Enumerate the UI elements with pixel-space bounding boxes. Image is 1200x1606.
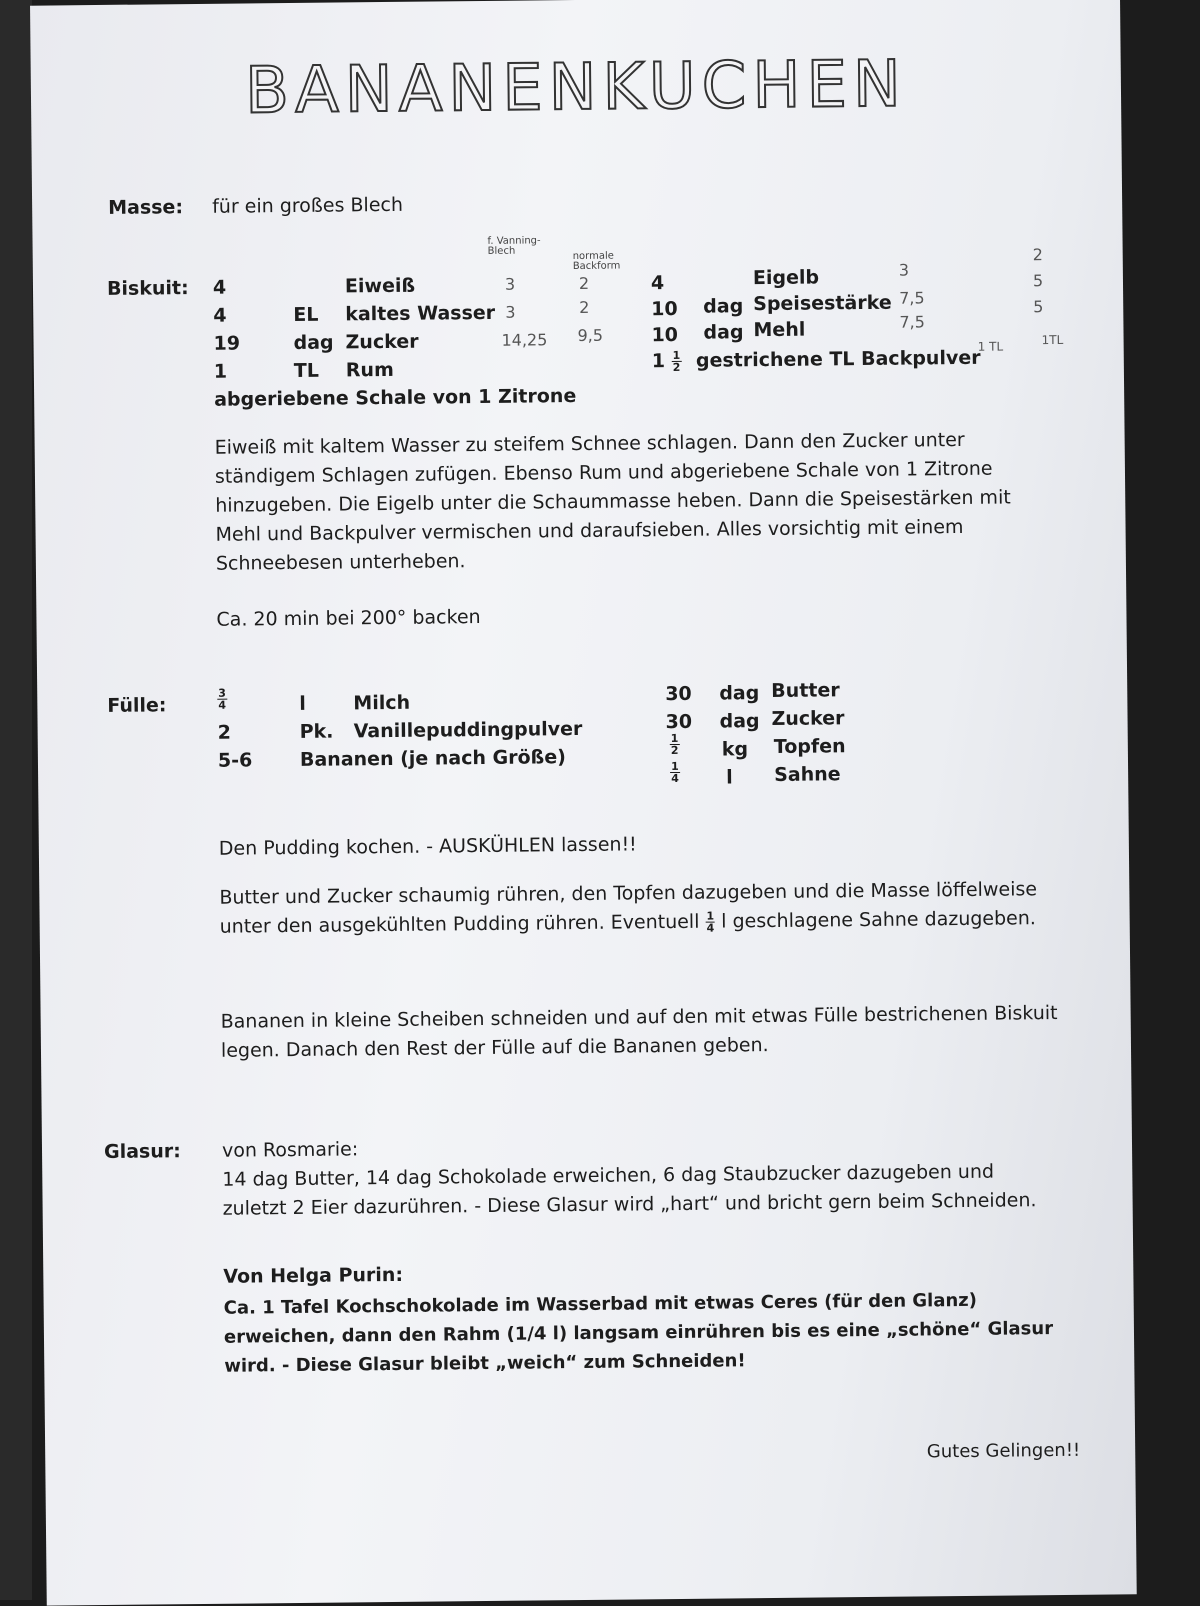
- hand-col2-header: [573, 252, 621, 272]
- biskuit-unit: TL: [293, 359, 320, 382]
- hand-value: 7,5: [899, 312, 925, 332]
- glasur-label: Glasur:: [103, 1140, 181, 1163]
- fuelle-unit: Pk.: [299, 720, 334, 743]
- fuelle-fraction: $\frac{1}{4}$: [670, 759, 679, 786]
- fuelle-fraction: $\frac{3}{4}$: [218, 686, 227, 712]
- fuelle-step-2: [219, 875, 1060, 942]
- biskuit-unit: dag: [293, 331, 334, 354]
- biskuit-item: Eiweiß: [344, 274, 416, 298]
- page-title: BANANENKUCHEN: [244, 47, 908, 129]
- biskuit-right-item: Eigelb: [752, 266, 820, 290]
- hand-col1-header-line2: Blech: [487, 245, 516, 257]
- fuelle-step-3: Bananen in kleine Scheiben schneiden und auf den mit etwas Fülle bestrichenen Biskuit legen. Danach den Rest der Fülle auf die Bananen geben.: [220, 1002, 1058, 1062]
- fuelle-right-qty: 30: [665, 710, 693, 734]
- backpulver-item: gestrichene TL Backpulver: [695, 346, 981, 372]
- biskuit-item: kaltes Wasser: [345, 301, 496, 326]
- biskuit-qty: 4: [213, 304, 227, 327]
- hand-col1-header: [487, 236, 540, 257]
- glasur-rosmarie-heading: von Rosmarie:: [221, 1138, 359, 1162]
- hand-col1-header-line1: f. Vanning-: [487, 235, 541, 247]
- hand-col2-header-line2: Backform: [572, 260, 621, 273]
- biskuit-right-unit: dag: [703, 321, 744, 344]
- fuelle-right-frac-row: [670, 761, 680, 784]
- hand-value: 2: [578, 273, 590, 293]
- fuelle-qty: 5-6: [217, 749, 253, 772]
- fuelle-item: Bananen (je nach Größe): [299, 746, 566, 771]
- hand-value: 1 TL: [977, 339, 1004, 354]
- biskuit-right-qty: 10: [651, 297, 678, 321]
- fuelle-right-item: Sahne: [774, 763, 841, 786]
- fuelle-item: Milch: [353, 691, 411, 715]
- biskuit-qty: 4: [212, 276, 227, 299]
- biskuit-item: Rum: [345, 358, 394, 382]
- fuelle-right-item: Topfen: [773, 735, 846, 758]
- biskuit-unit: EL: [293, 303, 319, 326]
- fuelle-right-unit: dag: [719, 682, 760, 705]
- hand-value: 7,5: [899, 288, 925, 308]
- hand-value: 5: [1032, 271, 1044, 291]
- hand-value: 2: [1032, 245, 1043, 265]
- hand-value: 14,25: [501, 330, 548, 350]
- hand-value: 1TL: [1041, 332, 1064, 348]
- biskuit-instructions: Eiweiß mit kaltem Wasser zu steifem Schnee schlagen. Dann den Zucker unter ständigem Schlagen zufügen. Ebenso Rum und abgeriebene Schale von 1 Zitrone hinzugeben. Die Eigelb unter die Schaummasse heben. Dann die Speisestärken mit Mehl und Backpulver vermischen und daraufsieben. Alles vorsichtig mit einem Schneebesen unterheben.: [214, 428, 1011, 575]
- biskuit-label: Biskuit:: [106, 277, 189, 300]
- biskuit-right-qty: 4: [650, 272, 665, 295]
- biskuit-item: Zucker: [345, 330, 419, 354]
- fuelle-right-item: Butter: [771, 679, 840, 702]
- fuelle-step-1: Den Pudding kochen. - AUSKÜHLEN lassen!!: [218, 833, 637, 860]
- hand-col2-header-line1: normale: [572, 250, 614, 263]
- fuelle-right-qty: 30: [665, 682, 692, 706]
- masse-text: für ein großes Blech: [212, 193, 404, 218]
- fuelle-unit: l: [299, 692, 306, 715]
- biskuit-qty: 19: [213, 332, 241, 355]
- fuelle-right-item: Zucker: [771, 707, 845, 730]
- fuelle-right-unit: dag: [719, 710, 760, 733]
- hand-value: 3: [505, 302, 516, 322]
- hand-value: 9,5: [577, 325, 604, 345]
- fuelle-step-2-text: Butter und Zucker schaumig rühren, den Topfen dazugeben und die Masse löffelweise unter den ausgekühlten Pudding rühren. Eventuell: [219, 878, 1038, 938]
- glasur-rosmarie-text: 14 dag Butter, 14 dag Schokolade erweichen, 6 dag Staubzucker dazugeben und zuletzt 2 Eier dazurühren. - Diese Glasur wird „hart“ und bricht gern beim Schneiden.: [222, 1160, 1037, 1220]
- fuelle-fraction: $\frac{1}{2}$: [670, 731, 679, 758]
- biskuit-right-item: Mehl: [753, 318, 806, 342]
- hand-value: 3: [898, 260, 910, 280]
- glasur-helga-text: Ca. 1 Tafel Kochschokolade im Wasserbad mit etwas Ceres (für den Glanz) erweichen, dann den Rahm (1/4 l) langsam einrühren bis es eine „schöne“ Glasur wird. - Diese Glasur bleibt „weich“ zum Schneiden!: [223, 1289, 1054, 1377]
- hand-value: 2: [579, 297, 590, 317]
- biskuit-qty: 1: [213, 360, 228, 383]
- biskuit-zitrone: abgeriebene Schale von 1 Zitrone: [214, 385, 577, 411]
- fuelle-qty: 2: [217, 721, 232, 744]
- backpulver-fraction: $\frac{1}{2}$: [672, 348, 681, 374]
- backpulver-qty: 1: [651, 350, 666, 373]
- biskuit-right-backpulver: [652, 347, 981, 373]
- masse-label: Masse:: [108, 196, 184, 219]
- binder-edge: [0, 0, 32, 1600]
- recipe-sheet: [30, 0, 1137, 1606]
- closing-note: Gutes Gelingen!!: [926, 1439, 1081, 1463]
- fuelle-left-row: [217, 688, 227, 711]
- fuelle-right-unit: l: [726, 766, 733, 789]
- fuelle-label: Fülle:: [107, 694, 167, 717]
- biskuit-bake: Ca. 20 min bei 200° backen: [216, 606, 481, 631]
- fuelle-right-frac-row: [670, 733, 680, 756]
- biskuit-right-item: Speisestärke: [753, 291, 892, 316]
- hand-value: 3: [504, 274, 516, 294]
- fuelle-item: Vanillepuddingpulver: [353, 717, 583, 743]
- fuelle-step-2-text-end: l geschlagene Sahne dazugeben.: [721, 907, 1037, 933]
- hand-value: 5: [1033, 297, 1044, 317]
- biskuit-right-qty: 10: [651, 323, 679, 347]
- fuelle-step-2-fraction: $\frac{1}{4}$: [706, 909, 715, 935]
- fuelle-right-unit: kg: [721, 738, 749, 761]
- glasur-helga-heading: Von Helga Purin:: [223, 1263, 404, 1288]
- biskuit-right-unit: dag: [703, 295, 744, 318]
